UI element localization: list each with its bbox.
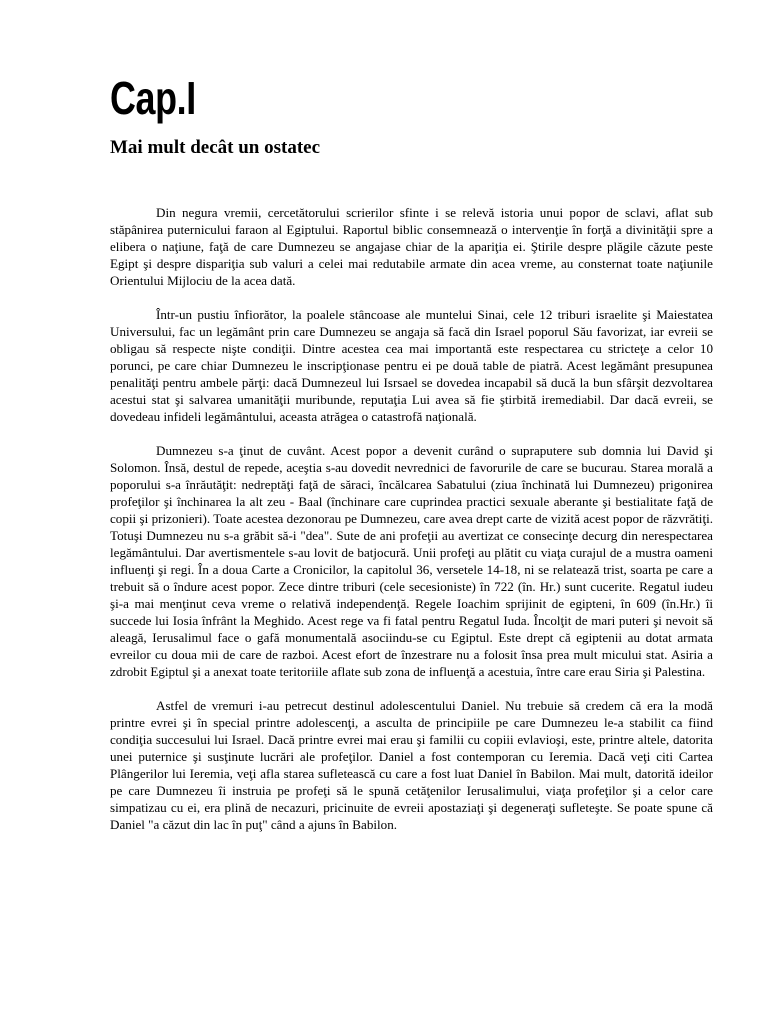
body-text xyxy=(110,204,713,833)
paragraph: Astfel de vremuri i-au petrecut destinul adolescentului Daniel. Nu trebuie să credem că era la modă printre evrei şi în special printre adolescenţi, a asculta de principiile pe care Dumnezeu le-a stabilit ca fiind condiţia succesului lui Israel. Dacă printre evrei mai erau şi familii cu copiii evlavioşi, este, printre altele, datorita unei puternice şi susţinute lucrări ale profeţilor. Daniel a fost contemporan cu Ieremia. Dacă veţi citi Cartea Plângerilor lui Ieremia, veţi afla starea sufletească cu care a fost luat Daniel în Babilon. Mai mult, datorită ideilor pe care Dumnezeu îi instruia pe profeţi să le spună cetăţenilor Ierusalimului, viaţa profeţilor şi a celor care simpatizau cu ei, era plină de necazuri, pricinuite de evreii apostaziaţi şi degeneraţi sufleteşte. Se poate spune că Daniel "a căzut din lac în puţ" când a ajuns în Babilon. xyxy=(110,698,713,832)
paragraph: Într-un pustiu înfiorător, la poalele stâncoase ale muntelui Sinai, cele 12 triburi israelite şi Maiestatea Universului, fac un legământ prin care Dumnezeu se angaja să facă din Israel poporul Său favorizat, iar evreii se obligau să respecte nişte condiţii. Dintre acestea cea mai importantă este respectarea cu stricteţe a celor 10 porunci, pe care chiar Dumnezeu le inscripţionase pentru ei pe două table de piatră. Acest legământ presupunea penalităţi pentru ambele părţi: dacă Dumnezeul lui Isrsael se dovedea incapabil să ducă la bun sfârşit dezvoltarea acestui stat şi salvarea umanităţii muribunde, reputaţia Lui avea să fie ştirbită iremediabil. Dar dacă evreii, se dovedeau infideli legământului, aceasta atrăgea o catastrofă naţională. xyxy=(110,307,713,424)
document-page xyxy=(110,70,713,850)
chapter-subtitle: Mai mult decât un ostatec xyxy=(110,137,321,158)
paragraph: Din negura vremii, cercetătorului scrierilor sfinte i se relevă istoria unui popor de sclavi, aflat sub stăpânirea puternicului faraon al Egiptului. Raportul biblic consemnează o intervenţie în forţă a divinităţii spre a elibera o naţiune, faţă de care Dumnezeu se angajase chiar de la apariţia ei. Ştirile despre plăgile căzute peste Egipt şi despre dispariţia sub valuri a celei mai redutabile armate din acea vreme, au consternat toate naţiunile Orientului Mijlociu de la acea dată. xyxy=(110,205,713,288)
chapter-title: Cap.I xyxy=(110,72,196,124)
paragraph: Dumnezeu s-a ţinut de cuvânt. Acest popor a devenit curând o supraputere sub domnia lui David şi Solomon. Însă, destul de repede, aceştia s-au dovedit nevrednici de favorurile de care se bucurau. Starea morală a poporului s-a înrăutăţit: nedreptăţi faţă de săraci, încălcarea Sabatului (ziua închinată lui Dumnezeu) prigonirea profeţilor şi închinarea la alt zeu - Baal (închinare care cuprindea practici sexuale aberante şi bestialitate faţă de copii şi prizonieri). Toate acestea dezonorau pe Dumnezeu, care avea drept carte de vizită acest popor de răzvrătiţi. Totuşi Dumnezeu nu s-a grăbit să-i "dea". Sute de ani profeţii au avertizat ce consecinţe decurg din nerespectarea legământului. Dar avertismentele s-au lovit de batjocură. Unii profeţi au plătit cu viaţa curajul de a mustra oameni influenţi şi regi. În a doua Carte a Cronicilor, la capitolul 36, versetele 14-18, ni se relatează trist, soarta pe care a trebuit să o îndure acest popor. Zece dintre triburi (cele secesioniste) în 722 (în. Hr.) sunt cucerite. Regatul iudeu şi-a mai menţinut ceva vreme o relativă independenţă. Regele Ioachim sprijinit de egipteni, în 609 (în.Hr.) îi succede lui Iosia înfrânt la Meghido. Acest rege va fi fatal pentru Regatul Iuda. Încolţit de mari puteri şi nevoit să aleagă, Ierusalimul face o gafă monumentală asociindu-se cu Egiptul. Este drept că egiptenii au dotat armata evreilor cu doua mii de care de razboi. Acest efort de înzestrare nu a folosit însa prea mult micului stat. Asiria a zdrobit Egiptul şi a anexat toate teritoriile aflate sub zona de influenţă a acestuia, între care erau Siria şi Palestina. xyxy=(110,443,713,679)
